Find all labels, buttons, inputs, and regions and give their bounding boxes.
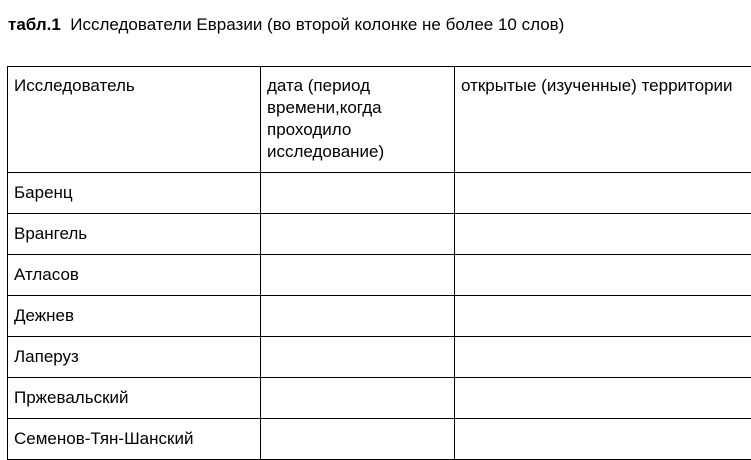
- date-cell[interactable]: [261, 255, 455, 296]
- territories-cell[interactable]: [455, 173, 751, 214]
- explorer-name-cell: Пржевальский: [8, 378, 261, 419]
- table-row: [8, 337, 751, 378]
- table-row: [8, 173, 751, 214]
- explorer-name-cell: Дежнев: [8, 296, 261, 337]
- header-cell-territories: открытые (изученные) территории: [455, 67, 751, 173]
- date-cell[interactable]: [261, 419, 455, 460]
- table-row: [8, 378, 751, 419]
- explorer-name-cell: Баренц: [8, 173, 261, 214]
- header-cell-date: дата (период времени,когда проходило исследование): [261, 67, 455, 173]
- territories-cell[interactable]: [455, 337, 751, 378]
- table-caption-text: Исследователи Евразии (во второй колонке не более 10 слов): [70, 15, 564, 34]
- table-caption-label: табл.1: [8, 15, 61, 34]
- explorer-name-cell: Семенов-Тян-Шанский: [8, 419, 261, 460]
- header-cell-explorer: Исследователь: [8, 67, 261, 173]
- date-cell[interactable]: [261, 378, 455, 419]
- explorer-name-cell: Врангель: [8, 214, 261, 255]
- table-row: [8, 255, 751, 296]
- explorers-table: [7, 66, 751, 460]
- territories-cell[interactable]: [455, 419, 751, 460]
- table-row: [8, 419, 751, 460]
- territories-cell[interactable]: [455, 214, 751, 255]
- table-header-row: [8, 67, 751, 173]
- territories-cell[interactable]: [455, 378, 751, 419]
- table-row: [8, 296, 751, 337]
- territories-cell[interactable]: [455, 255, 751, 296]
- date-cell[interactable]: [261, 337, 455, 378]
- date-cell[interactable]: [261, 173, 455, 214]
- table-row: [8, 214, 751, 255]
- explorer-name-cell: Атласов: [8, 255, 261, 296]
- date-cell[interactable]: [261, 296, 455, 337]
- territories-cell[interactable]: [455, 296, 751, 337]
- explorer-name-cell: Лаперуз: [8, 337, 261, 378]
- table-caption: [8, 14, 564, 36]
- date-cell[interactable]: [261, 214, 455, 255]
